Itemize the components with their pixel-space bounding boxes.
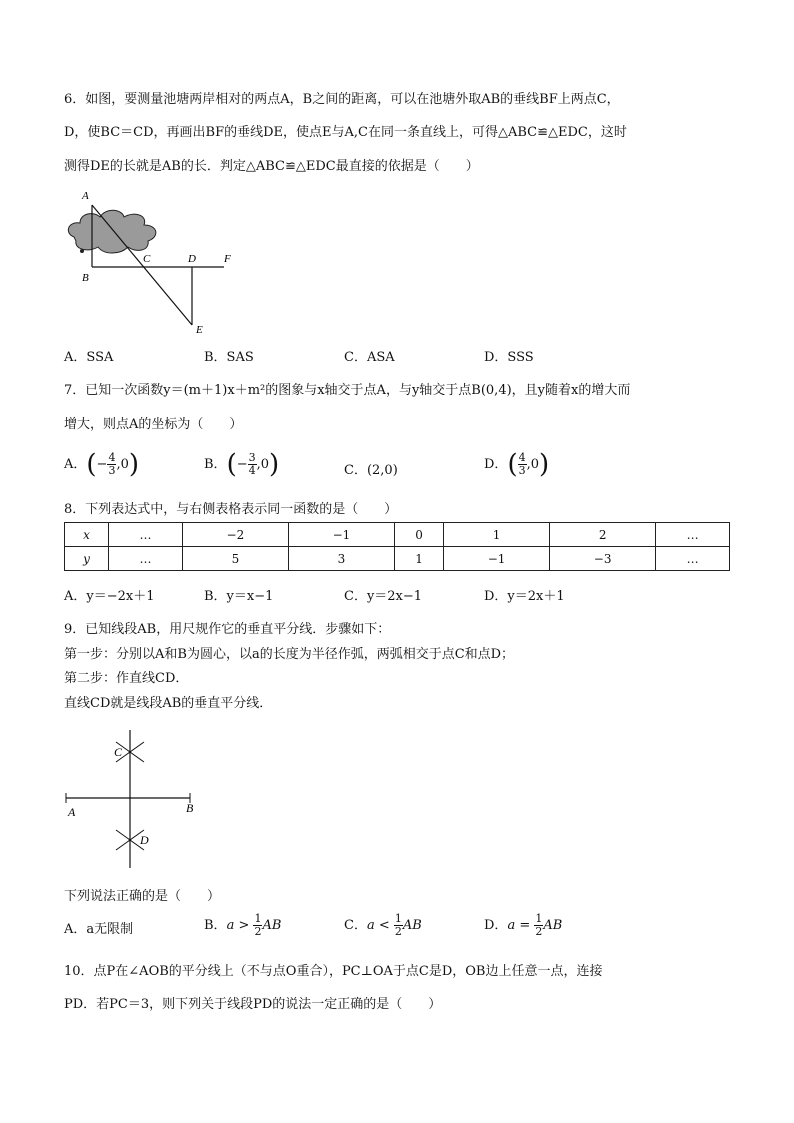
q7-option-b-letter: B．: [204, 457, 227, 472]
q9-option-b-post: AB: [262, 918, 282, 933]
q9-option-d-post: AB: [543, 918, 563, 933]
q9-option-d-letter: D．: [484, 918, 508, 933]
q6-label-C: C: [143, 253, 151, 265]
q9-option-c-den: 2: [394, 925, 402, 938]
q9-option-c-letter: C．: [344, 918, 367, 933]
q7-option-a-sign: −: [96, 457, 108, 472]
q8-function-table: [64, 522, 730, 571]
q9-question: 下列说法正确的是（ ）: [64, 889, 221, 904]
q9-option-c-post: AB: [402, 918, 422, 933]
q7-option-c[interactable]: [344, 460, 398, 482]
q9-option-b-letter: B．: [204, 918, 227, 933]
q9-label-B: B: [186, 801, 194, 815]
q6-stem-line1: 6．如图，要测量池塘两岸相对的两点A，B之间的距离，可以在池塘外取AB的垂线BF上两点C，: [64, 92, 620, 107]
q9-option-c-pre: a <: [366, 918, 390, 933]
table-cell: …: [109, 547, 183, 571]
table-cell: −2: [182, 523, 288, 547]
q6-option-b[interactable]: B．SAS: [204, 350, 254, 365]
q7-option-a[interactable]: A．(− $\frac{4}{3}$ ,0): [64, 449, 140, 480]
q9-label-D: D: [140, 833, 149, 847]
q6-label-A: A: [82, 190, 89, 202]
table-cell: …: [656, 523, 730, 547]
q9-figure: [64, 728, 214, 878]
q8-stem: 8．下列表达式中，与右侧表格表示同一函数的是（ ）: [64, 502, 398, 517]
q8-option-a[interactable]: A．y＝−2x＋1: [64, 589, 155, 604]
table-row-x: [65, 523, 730, 547]
q9-option-a-text: a无限制: [86, 922, 134, 937]
q7-options: [64, 448, 764, 488]
table-header-y: y: [65, 547, 109, 571]
table-cell: −3: [550, 547, 656, 571]
q7-option-b-den: 4: [248, 464, 256, 477]
table-cell: …: [109, 523, 183, 547]
q7-option-a-den: 3: [108, 464, 116, 477]
q9-option-b-den: 2: [254, 925, 262, 938]
pond-cloud: [68, 210, 156, 253]
table-cell: 3: [288, 547, 394, 571]
q7-option-a-num: 4: [108, 451, 116, 464]
q9-option-d-pre: a =: [507, 918, 531, 933]
table-cell: …: [656, 547, 730, 571]
table-cell: −1: [288, 523, 394, 547]
q9-option-b-num: 1: [254, 912, 262, 925]
q7-option-b-sign: −: [236, 457, 248, 472]
q7-stem-line2: 增大，则点A的坐标为（ ）: [64, 417, 243, 432]
q9-label-A: A: [68, 805, 76, 819]
table-cell: 1: [444, 523, 550, 547]
q6-option-c[interactable]: C．ASA: [344, 350, 395, 365]
q6-stem-line3: 测得DE的长就是AB的长．判定△ABC≌△EDC最直接的依据是（ ）: [64, 159, 479, 174]
q9-label-C: C: [114, 745, 123, 759]
q9-stem-line3: 第二步：作直线CD．: [64, 671, 189, 686]
q7-option-d-num: 4: [518, 451, 526, 464]
q7-option-d[interactable]: D．( $\frac{4}{3}$ ,0): [484, 449, 550, 480]
q7-option-b[interactable]: B．(− $\frac{3}{4}$ ,0): [204, 449, 280, 480]
q7-option-c-letter: C．: [344, 463, 367, 478]
q9-stem-line4: 直线CD就是线段AB的垂直平分线．: [64, 696, 273, 711]
q8-option-c[interactable]: C．y＝2x−1: [344, 589, 423, 604]
q9-option-a-letter: A．: [64, 922, 87, 937]
q7-option-d-den: 3: [518, 464, 526, 477]
q10-stem-line2: PD．若PC＝3，则下列关于线段PD的说法一定正确的是（ ）: [64, 997, 442, 1012]
q6-stem-line2: D，使BC＝CD，再画出BF的垂线DE，使点E与A,C在同一条直线上，可得△ABC≌△EDC，这时: [64, 125, 627, 140]
q9-option-c[interactable]: [344, 913, 422, 938]
q6-option-a[interactable]: A．SSA: [64, 350, 114, 365]
q9-stem-line1: 9．已知线段AB，用尺规作它的垂直平分线．步骤如下：: [64, 622, 391, 637]
table-cell: −1: [444, 547, 550, 571]
q8-option-b[interactable]: B．y＝x−1: [204, 589, 274, 604]
q7-option-c-text: (2,0): [366, 463, 398, 478]
table-row-y: [65, 547, 730, 571]
q7-option-b-num: 3: [248, 451, 256, 464]
q9-option-d-den: 2: [535, 925, 543, 938]
q9-option-a[interactable]: [64, 919, 133, 941]
q7-stem-line1: 7．已知一次函数y＝(m＋1)x＋m²的图象与x轴交于点A，与y轴交于点B(0,4)，且y随着x的增大而: [64, 383, 631, 398]
q6-label-D: D: [188, 253, 196, 265]
q10-stem-line1: 10．点P在∠AOB的平分线上（不与点O重合），PC⊥OA于点C是D，OB边上任意一点，连接: [64, 964, 603, 979]
q6-label-F: F: [224, 253, 231, 265]
q6-option-d[interactable]: D．SSS: [484, 350, 534, 365]
q9-option-b[interactable]: [204, 913, 281, 938]
table-header-x: x: [65, 523, 109, 547]
q6-label-B: B: [82, 272, 89, 284]
table-cell: 2: [550, 523, 656, 547]
q9-option-d-num: 1: [535, 912, 543, 925]
q9-option-b-pre: a >: [226, 918, 250, 933]
q9-options: [64, 913, 764, 949]
q6-label-E: E: [196, 324, 203, 336]
table-cell: 1: [395, 547, 444, 571]
q7-option-d-letter: D．: [484, 457, 508, 472]
q9-option-c-num: 1: [394, 912, 402, 925]
table-cell: 5: [182, 547, 288, 571]
q7-option-a-letter: A．: [64, 457, 87, 472]
q6-figure: [64, 185, 244, 345]
q8-option-d[interactable]: D．y＝2x＋1: [484, 589, 565, 604]
table-cell: 0: [395, 523, 444, 547]
q9-stem-line2: 第一步：分别以A和B为圆心，以a的长度为半径作弧，两弧相交于点C和点D；: [64, 647, 515, 662]
q9-option-d[interactable]: [484, 913, 562, 938]
